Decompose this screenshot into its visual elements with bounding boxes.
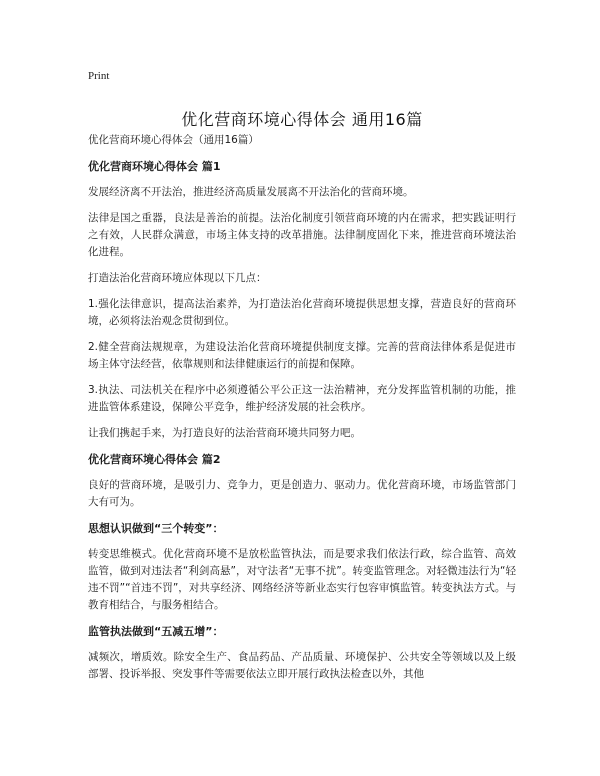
paragraph: 良好的营商环境，是吸引力、竞争力，更是创造力、驱动力。优化营商环境，市场监管部门大有可为。 bbox=[88, 479, 516, 508]
paragraph: 让我们携起手来，为打造良好的法治营商环境共同努力吧。 bbox=[88, 427, 361, 439]
page-title: 优化营商环境心得体会 通用16篇 bbox=[181, 109, 423, 129]
section-heading: 思想认识做到“三个转变”： bbox=[88, 522, 224, 535]
document-subtitle: 优化营商环境心得体会（通用16篇） bbox=[88, 134, 259, 146]
paragraph: 法律是国之重器，良法是善治的前提。法治化制度引领营商环境的内在需求，把实践证明行之有效，人民群众满意，市场主体支持的改革措施。法律制度固化下来，推进营商环境法治化进程。 bbox=[88, 212, 516, 258]
section-heading: 监管执法做到“五减五增”： bbox=[88, 625, 224, 638]
document-body bbox=[88, 132, 516, 692]
section-heading: 优化营商环境心得体会 篇2 bbox=[88, 453, 221, 466]
section-heading: 优化营商环境心得体会 篇1 bbox=[88, 160, 221, 173]
paragraph: 发展经济离不开法治，推进经济高质量发展离不开法治化的营商环境。 bbox=[88, 186, 414, 198]
paragraph: 2.健全营商法规规章，为建设法治化营商环境提供制度支撑。完善的营商法律体系是促进市场主体守法经营，依靠规则和法律健康运行的前提和保障。 bbox=[88, 341, 516, 370]
paragraph: 转变思维模式。优化营商环境不是放松监管执法，而是要求我们依法行政，综合监管、高效监管，做到对违法者“利剑高悬”，对守法者“无事不扰”。转变监管理念。对轻微违法行为“轻违不罚”“首违不罚”，对共享经济、网络经济等新业态实行包容审慎监管。转变执法方式。与教育相结合，与服务相结合。 bbox=[88, 548, 516, 611]
paragraph: 减频次，增质效。除安全生产、食品药品、产品质量、环境保护、公共安全等领域以及上级部署、投诉举报、突发事件等需要依法立即开展行政执法检查以外，其他 bbox=[88, 651, 516, 680]
paragraph: 1.强化法律意识，提高法治素养，为打造法治化营商环境提供思想支撑，营造良好的营商环境，必须将法治观念贯彻到位。 bbox=[88, 298, 516, 327]
paragraph: 打造法治化营商环境应体现以下几点： bbox=[88, 272, 267, 284]
paragraph: 3.执法、司法机关在程序中必须遵循公平公正这一法治精神，充分发挥监管机制的功能，推进监管体系建设，保障公平竞争，维护经济发展的社会秩序。 bbox=[88, 384, 516, 413]
print-label[interactable]: Print bbox=[88, 70, 110, 82]
